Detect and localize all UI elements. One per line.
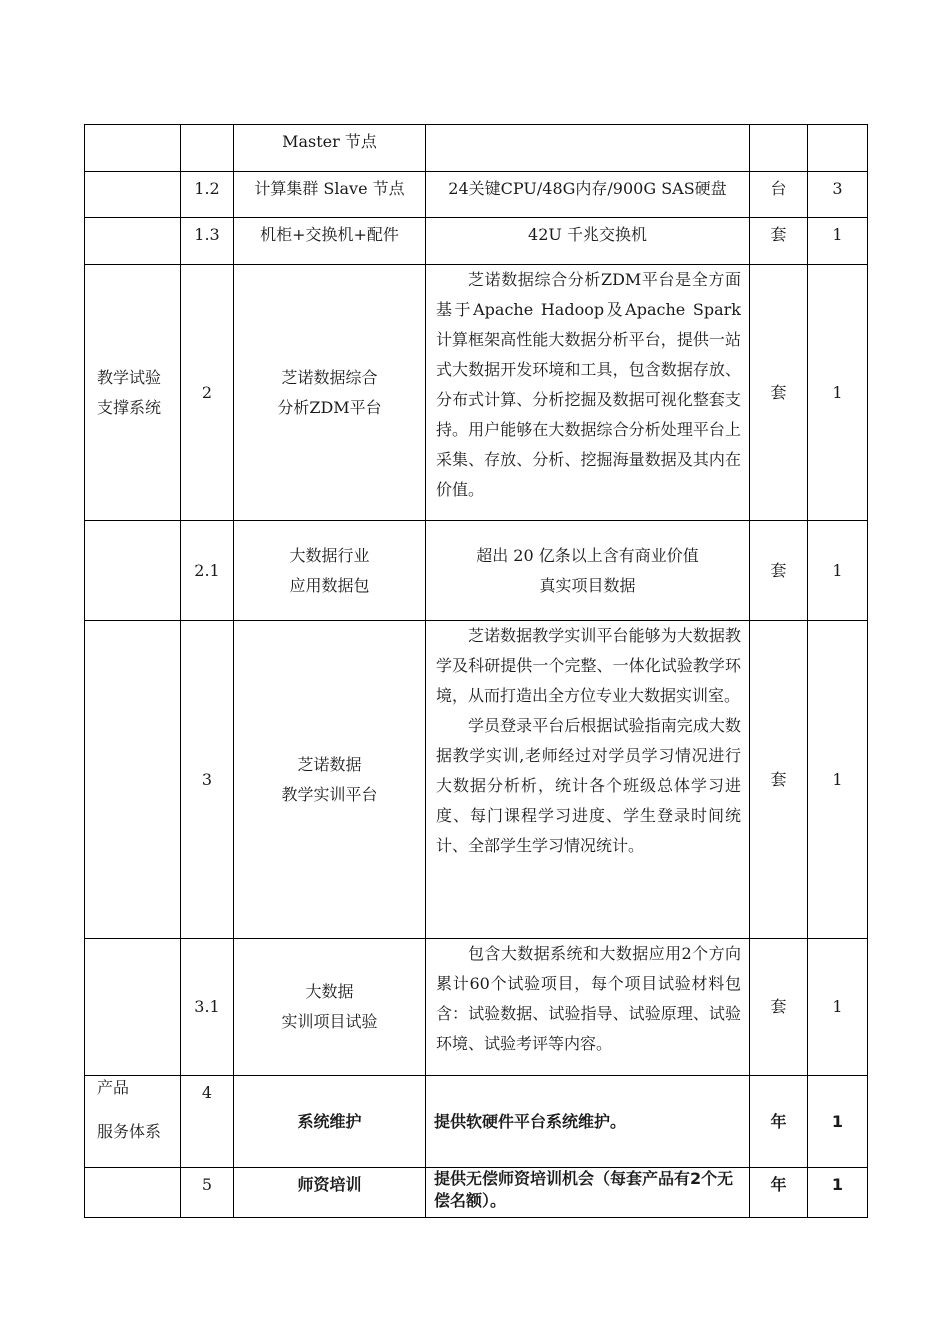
category-cell [85,521,181,621]
item-number-cell: 2.1 [181,521,234,621]
quantity-cell: 1 [808,521,868,621]
table-row [85,218,868,265]
unit-cell [750,125,808,172]
item-name-cell: 大数据行业 应用数据包 [234,521,426,621]
item-number-cell: 1.2 [181,172,234,218]
item-number-cell: 4 [181,1076,234,1168]
quantity-cell: 1 [808,1076,868,1168]
item-number-cell: 3.1 [181,939,234,1076]
category-cell [85,172,181,218]
item-name-cell: 计算集群 Slave 节点 [234,172,426,218]
unit-cell: 台 [750,172,808,218]
unit-cell: 套 [750,939,808,1076]
description-cell [426,125,750,172]
item-name-cell: 机柜+交换机+配件 [234,218,426,265]
quantity-cell: 1 [808,621,868,939]
item-number-cell: 2 [181,265,234,521]
quantity-cell: 1 [808,939,868,1076]
table-row [85,1076,868,1168]
item-name-cell: 芝诺数据 教学实训平台 [234,621,426,939]
item-name-cell: 师资培训 [234,1168,426,1218]
table-row [85,172,868,218]
unit-cell: 套 [750,218,808,265]
description-cell: 超出 20 亿条以上含有商业价值 真实项目数据 [426,521,750,621]
table-row [85,265,868,521]
table-row [85,621,868,939]
quantity-cell: 3 [808,172,868,218]
quantity-cell [808,125,868,172]
category-cell [85,125,181,172]
quantity-cell: 1 [808,1168,868,1218]
category-cell: 产品 服务体系 [85,1076,181,1168]
description-cell: 芝诺数据综合分析ZDM平台是全方面基于Apache Hadoop及Apache Spark计算框架高性能大数据分析平台，提供一站式大数据开发环境和工具，包含数据存放、分布式计算、分析挖掘及数据可视化整套支持。用户能够在大数据综合分析处理平台上采集、存放、分析、挖掘海量数据及其内在价值。 [426,265,750,521]
item-name-cell: Master 节点 [234,125,426,172]
description-cell: 24关键CPU/48G内存/900G SAS硬盘 [426,172,750,218]
table-row [85,125,868,172]
unit-cell: 年 [750,1076,808,1168]
description-cell: 包含大数据系统和大数据应用2个方向累计60个试验项目，每个项目试验材料包含：试验数据、试验指导、试验原理、试验环境、试验考评等内容。 [426,939,750,1076]
item-number-cell [181,125,234,172]
item-number-cell: 3 [181,621,234,939]
category-cell: 教学试验 支撑系统 [85,265,181,521]
unit-cell: 套 [750,265,808,521]
unit-cell: 套 [750,621,808,939]
category-cell [85,939,181,1076]
description-cell: 芝诺数据教学实训平台能够为大数据教学及科研提供一个完整、一体化试验教学环境，从而打造出全方位专业大数据实训室。 学员登录平台后根据试验指南完成大数据教学实训,老师经过对学员学习情况进行大数据分析析，统计各个班级总体学习进度、每门课程学习进度、学生登录时间统计、全部学生学习情况统计。 [426,621,750,939]
item-number-cell: 1.3 [181,218,234,265]
category-cell [85,218,181,265]
table-row [85,939,868,1076]
quantity-cell: 1 [808,265,868,521]
table-row [85,521,868,621]
quantity-cell: 1 [808,218,868,265]
description-cell: 42U 千兆交换机 [426,218,750,265]
table-row [85,1168,868,1218]
item-name-cell: 系统维护 [234,1076,426,1168]
item-name-cell: 芝诺数据综合 分析ZDM平台 [234,265,426,521]
item-name-cell: 大数据 实训项目试验 [234,939,426,1076]
category-cell [85,621,181,939]
unit-cell: 套 [750,521,808,621]
unit-cell: 年 [750,1168,808,1218]
category-cell [85,1168,181,1218]
description-cell: 提供软硬件平台系统维护。 [426,1076,750,1168]
description-cell: 提供无偿师资培训机会（每套产品有2个无偿名额）。 [426,1168,750,1218]
equipment-spec-table [84,124,868,1218]
item-number-cell: 5 [181,1168,234,1218]
